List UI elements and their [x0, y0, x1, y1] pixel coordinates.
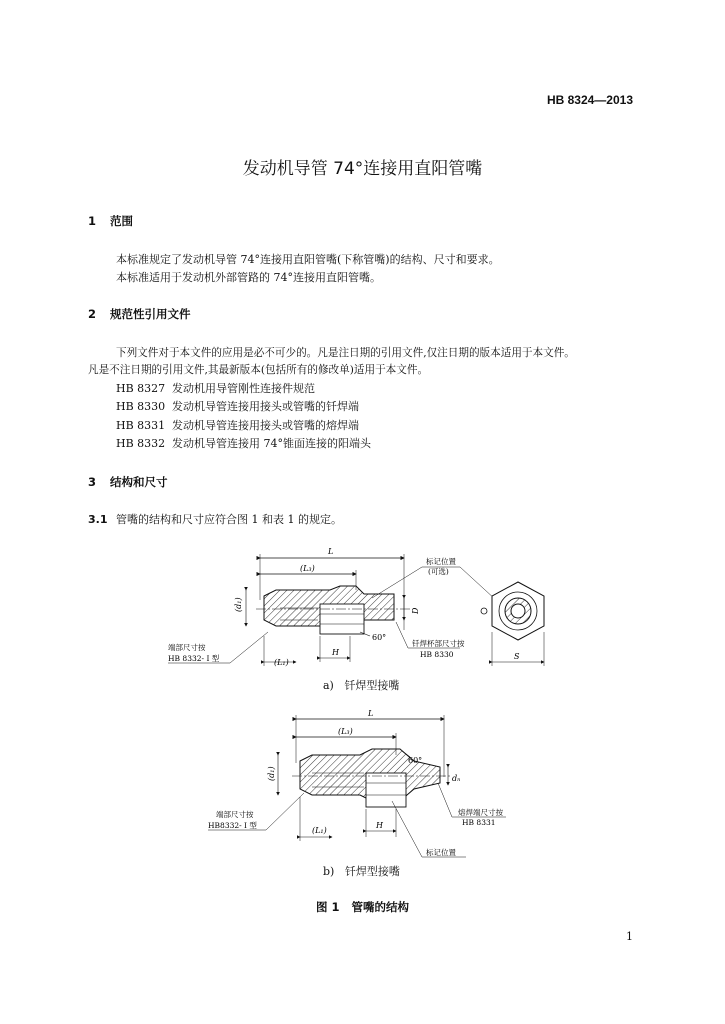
- note-mark-pos: 标记位置: [426, 848, 456, 857]
- hex-section: [320, 604, 364, 634]
- section-number: 2: [88, 307, 97, 321]
- dim-d1: (d₁): [234, 597, 243, 612]
- dim-L3: (L₃): [338, 727, 353, 736]
- ref-code: HB 8331: [116, 419, 166, 432]
- section-2-para-line-2: 凡是不注日期的引用文件,其最新版本(包括所有的修改单)适用于本文件。: [88, 364, 429, 376]
- note-end-type: HB 8332- I 型: [168, 654, 220, 663]
- caption-text: 钎焊型接嘴: [344, 679, 400, 692]
- dim-H: H: [332, 648, 339, 657]
- section-2-heading: [88, 306, 191, 322]
- hex-section: [366, 773, 406, 807]
- dim-S: S: [514, 652, 520, 661]
- section-number: 1: [88, 214, 97, 228]
- section-title: 范围: [110, 214, 133, 228]
- dim-L: L: [328, 547, 334, 556]
- figure-a-caption: [323, 677, 399, 693]
- ref-code: HB 8327: [116, 382, 166, 395]
- dim-L: L: [368, 709, 374, 718]
- dim-dn: dₙ: [452, 774, 461, 783]
- dim-D: D: [411, 607, 420, 614]
- dim-L1: (L₁): [312, 826, 327, 835]
- clause-text: 管嘴的结构和尺寸应符合图 1 和表 1 的规定。: [116, 513, 342, 526]
- note-braze: 钎焊杯部尺寸按: [412, 639, 465, 648]
- ref-title: 发动机用导管刚性连接件规范: [172, 382, 315, 395]
- section-1-heading: [88, 213, 133, 229]
- dim-angle: 60°: [408, 756, 423, 765]
- section-1-para-2: 本标准适用于发动机外部管路的 74°连接用直阳管嘴。: [116, 271, 381, 284]
- figure-title-text: 管嘴的结构: [351, 900, 410, 914]
- ref-item: [116, 380, 315, 396]
- ref-title: 发动机导管连接用接头或管嘴的钎焊端: [172, 400, 359, 413]
- section-title: 规范性引用文件: [110, 307, 191, 321]
- section-3-heading: [88, 474, 168, 490]
- figure-label: 图 1: [316, 900, 340, 914]
- standard-number: HB 8324—2013: [546, 93, 633, 107]
- note-end-type: HB8332- I 型: [208, 821, 257, 830]
- section-number: 3: [88, 475, 97, 489]
- figure-b-caption: [323, 863, 400, 879]
- figure-title: [316, 899, 409, 915]
- caption-text: 钎焊型接嘴: [344, 865, 400, 878]
- page-title: 发动机导管 74°连接用直阳管嘴: [242, 159, 483, 179]
- ref-title: 发动机导管连接用 74°锥面连接的阳端头: [172, 437, 371, 450]
- page-number: 1: [626, 930, 633, 943]
- figure-b-drawing: [200, 705, 520, 860]
- note-weld: 熔焊端尺寸按: [458, 808, 503, 817]
- caption-label: b): [323, 865, 335, 878]
- note-optional: (可选): [428, 567, 449, 576]
- dim-L1: (L₁): [274, 658, 289, 667]
- note-end-dim: 端部尺寸按: [168, 643, 206, 652]
- note-end-dim: 端部尺寸按: [216, 810, 254, 819]
- ref-code: HB 8330: [116, 400, 166, 413]
- dim-angle: 60°: [372, 633, 387, 642]
- note-braze-std: HB 8330: [420, 650, 454, 659]
- clause-number: 3.1: [88, 513, 108, 526]
- ref-code: HB 8332: [116, 437, 166, 450]
- ref-item: [116, 398, 359, 414]
- note-weld-std: HB 8331: [462, 818, 496, 827]
- figure-a-drawing: [160, 540, 560, 670]
- ref-item: [116, 435, 371, 451]
- dim-H: H: [376, 821, 383, 830]
- ref-item: [116, 417, 359, 433]
- dim-d1: (d₁): [267, 766, 276, 781]
- section-1-para-1: 本标准规定了发动机导管 74°连接用直阳管嘴(下称管嘴)的结构、尺寸和要求。: [116, 253, 500, 266]
- caption-label: a): [323, 679, 334, 692]
- section-title: 结构和尺寸: [110, 475, 168, 489]
- ref-title: 发动机导管连接用接头或管嘴的熔焊端: [172, 419, 359, 432]
- dim-L3: (L₃): [300, 564, 315, 573]
- note-mark-pos: 标记位置: [426, 557, 456, 566]
- section-2-para-line-1: 下列文件对于本文件的应用是必不可少的。凡是注日期的引用文件,仅注日期的版本适用于本文件。: [116, 347, 575, 359]
- clause-3-1: [88, 511, 342, 527]
